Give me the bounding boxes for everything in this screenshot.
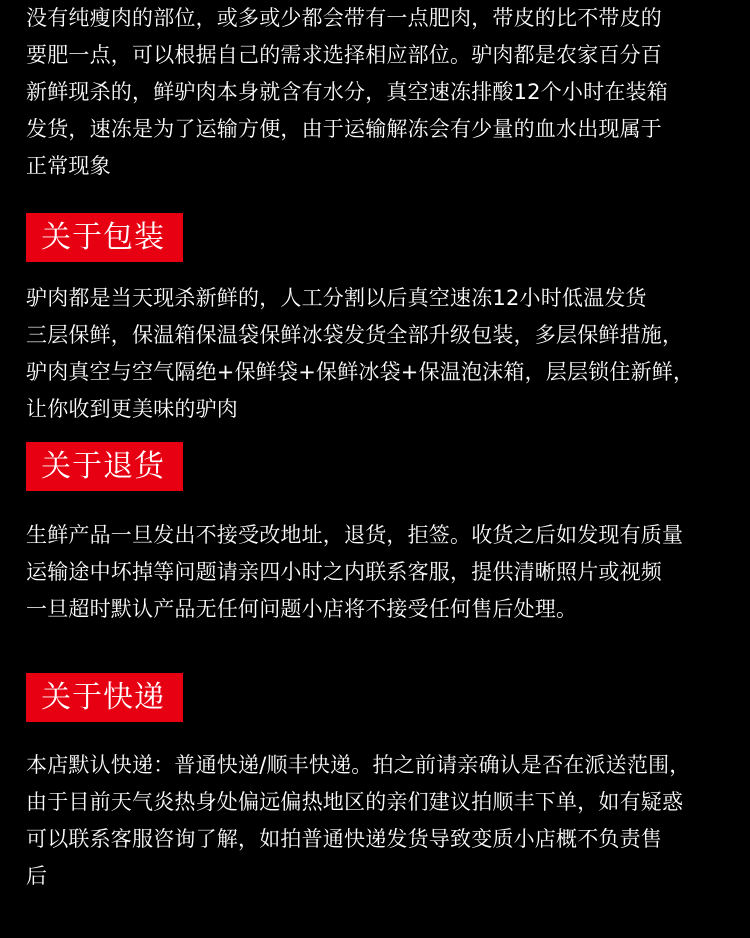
packaging-paragraph	[26, 280, 750, 428]
intro-line: 新鲜现杀的，鲜驴肉本身就含有水分，真空速冻排酸12个小时在装箱	[26, 80, 668, 104]
shipping-line: 可以联系客服咨询了解，如拍普通快递发货导致变质小店概不负责售	[26, 827, 662, 851]
shipping-paragraph	[26, 747, 750, 895]
returns-line: 运输途中坏掉等问题请亲四小时之内联系客服，提供清晰照片或视频	[26, 560, 662, 584]
intro-line: 没有纯瘦肉的部位，或多或少都会带有一点肥肉，带皮的比不带皮的	[26, 6, 662, 30]
section-title-shipping: 关于快递	[26, 673, 183, 722]
intro-line: 发货，速冻是为了运输方便，由于运输解冻会有少量的血水出现属于	[26, 117, 662, 141]
intro-paragraph	[26, 0, 750, 185]
intro-line: 要肥一点，可以根据自己的需求选择相应部位。驴肉都是农家百分百	[26, 43, 662, 67]
shipping-line: 由于目前天气炎热身处偏远偏热地区的亲们建议拍顺丰下单，如有疑惑	[26, 790, 684, 814]
packaging-line: 三层保鲜，保温箱保温袋保鲜冰袋发货全部升级包装，多层保鲜措施，	[26, 323, 684, 347]
returns-paragraph	[26, 517, 750, 628]
returns-line: 一旦超时默认产品无任何问题小店将不接受任何售后处理。	[26, 597, 578, 621]
intro-line: 正常现象	[26, 154, 111, 178]
packaging-line: 让你收到更美味的驴肉	[26, 397, 238, 421]
shipping-line: 后	[26, 864, 48, 888]
section-title-returns: 关于退货	[26, 442, 183, 491]
shipping-line: 本店默认快递：普通快递/顺丰快递。拍之前请亲确认是否在派送范围，	[26, 753, 691, 777]
section-title-packaging: 关于包装	[26, 213, 183, 262]
packaging-line: 驴肉真空与空气隔绝+保鲜袋+保鲜冰袋+保温泡沫箱，层层锁住新鲜，	[26, 360, 695, 384]
returns-line: 生鲜产品一旦发出不接受改地址，退货，拒签。收货之后如发现有质量	[26, 523, 684, 547]
packaging-line: 驴肉都是当天现杀新鲜的，人工分割以后真空速冻12小时低温发货	[26, 286, 647, 310]
